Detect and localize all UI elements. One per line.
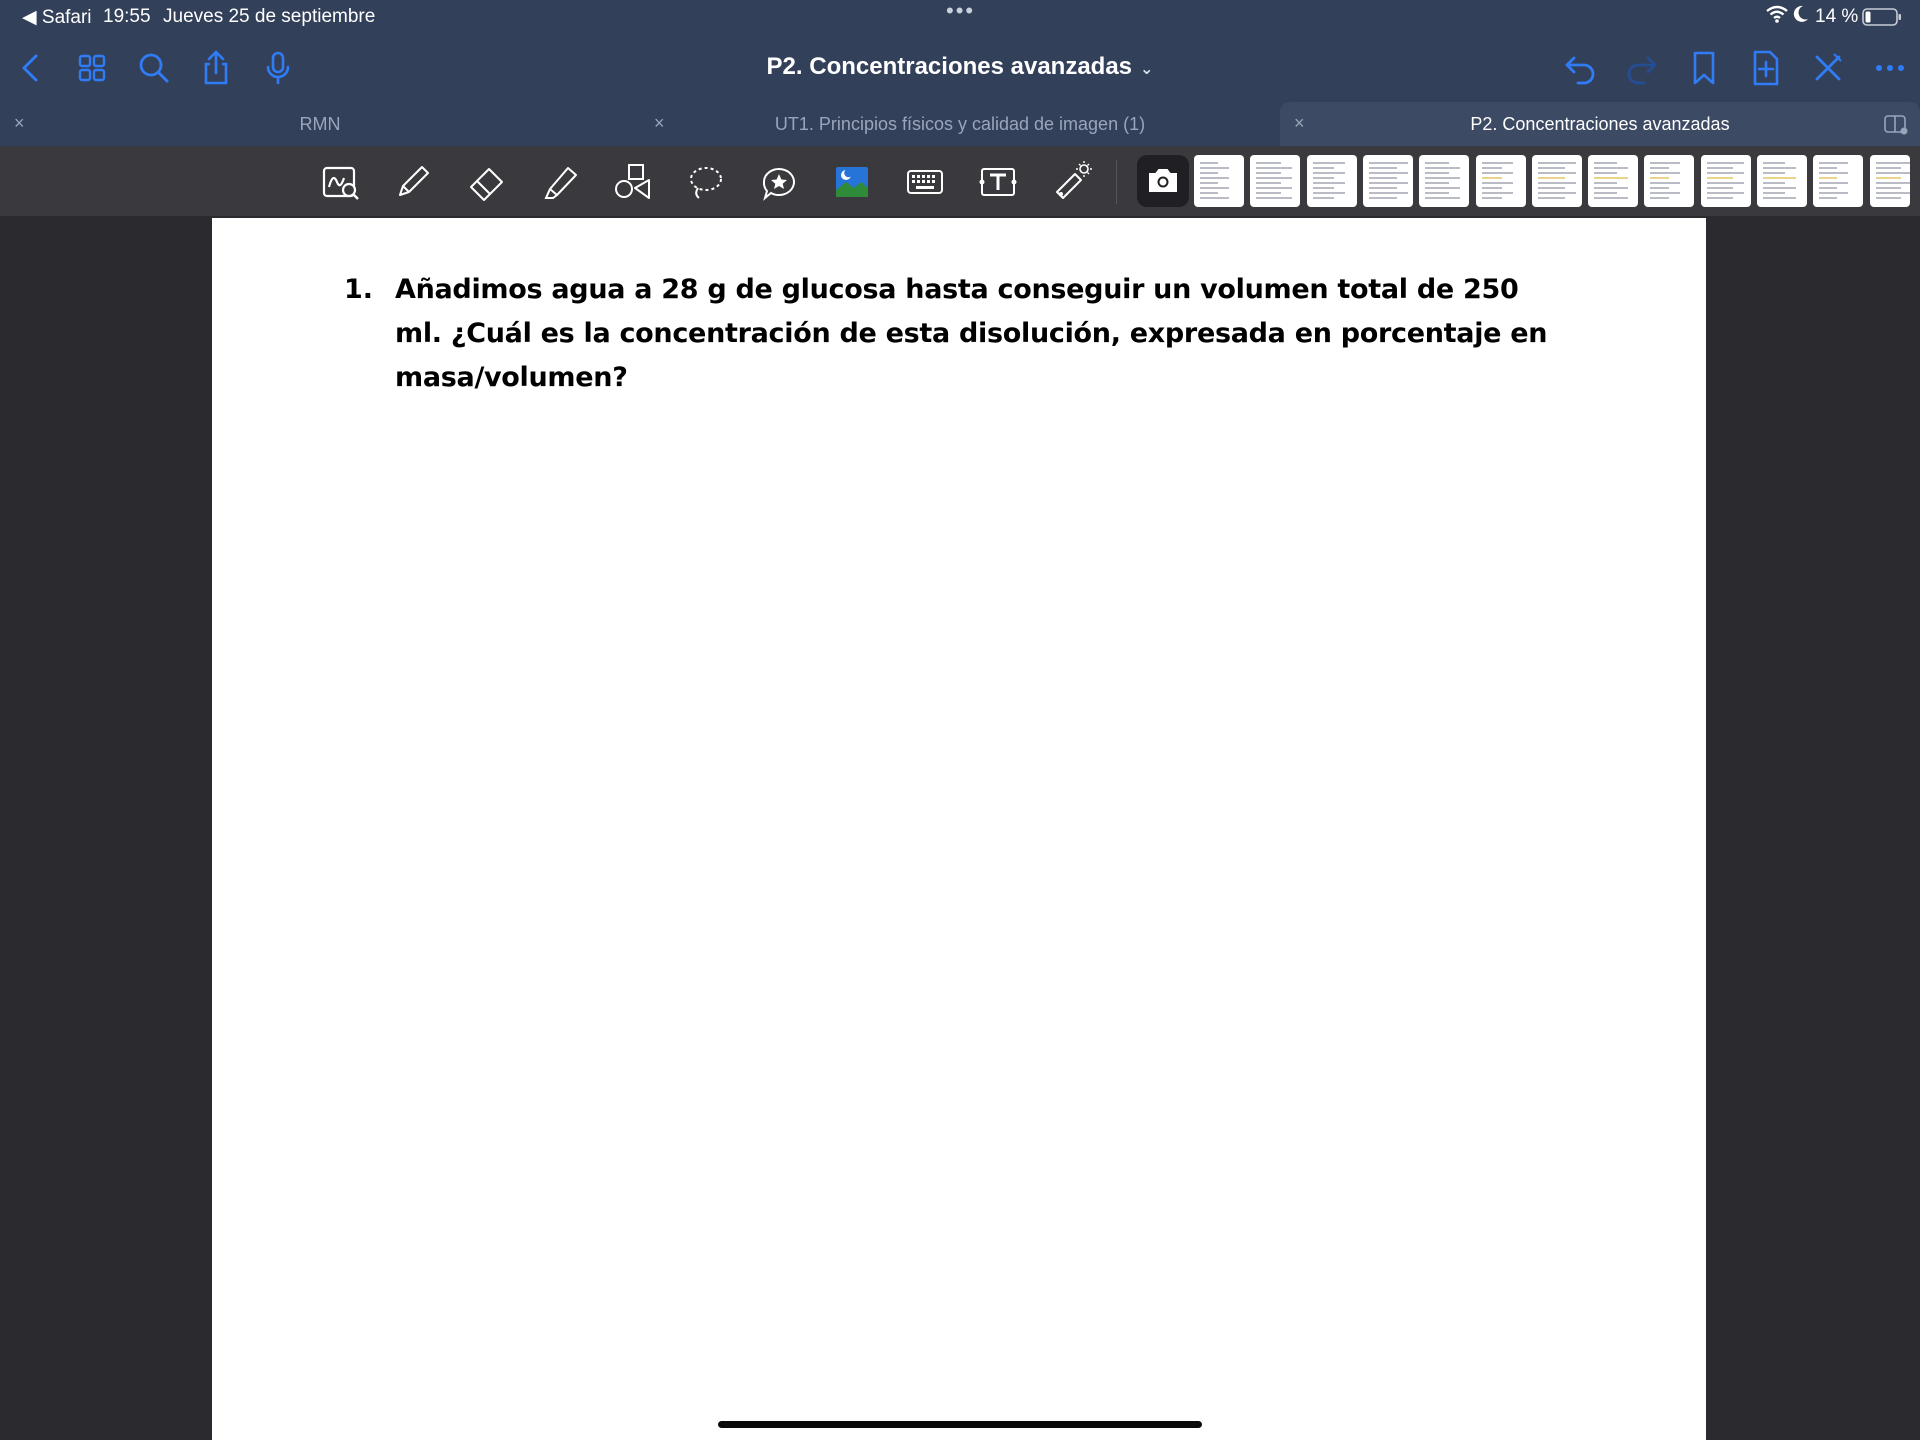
tab-ut1[interactable] (640, 102, 1280, 146)
tab-label: RMN (299, 114, 341, 134)
tab-p2-active[interactable] (1280, 102, 1920, 146)
status-bar (0, 0, 1920, 34)
image-icon[interactable] (830, 160, 874, 204)
page-thumbnail[interactable] (1419, 155, 1469, 207)
document-page[interactable] (212, 218, 1706, 1440)
page-thumbnail[interactable] (1250, 155, 1300, 207)
page-thumbnail[interactable] (1757, 155, 1807, 207)
page-thumbnail[interactable] (1532, 155, 1582, 207)
elements-icon[interactable] (757, 160, 801, 204)
keyboard-icon[interactable] (903, 160, 947, 204)
eraser-icon[interactable] (465, 160, 509, 204)
tab-close-icon[interactable]: × (14, 113, 25, 133)
tab-close-icon[interactable]: × (654, 113, 665, 133)
close-pen-icon[interactable] (1808, 48, 1848, 88)
add-page-icon[interactable] (1746, 48, 1786, 88)
page-thumbnail[interactable] (1307, 155, 1357, 207)
battery-icon (1862, 8, 1902, 32)
text-box-icon[interactable] (976, 160, 1020, 204)
split-view-icon[interactable] (1884, 114, 1908, 141)
zoom-window-icon[interactable] (319, 160, 363, 204)
question-number: 1. (344, 274, 374, 305)
camera-icon[interactable] (1137, 155, 1189, 207)
tab-rmn[interactable] (0, 102, 640, 146)
page-thumbnail[interactable] (1194, 155, 1244, 207)
back-to-app-link[interactable]: ◀ Safari (22, 7, 92, 28)
page-thumbnail[interactable] (1870, 155, 1910, 207)
pen-icon[interactable] (391, 160, 435, 204)
wifi-icon (1766, 5, 1788, 29)
undo-icon[interactable] (1560, 48, 1600, 88)
annotation-toolbar (0, 146, 1920, 216)
tab-label: P2. Concentraciones avanzadas (1470, 114, 1730, 134)
toolbar-divider (1116, 160, 1117, 204)
tab-label: UT1. Principios físicos y calidad de imagen (1) (774, 114, 1146, 134)
page-thumbnail[interactable] (1813, 155, 1863, 207)
moon-icon (1793, 5, 1809, 29)
redo-icon[interactable] (1622, 48, 1662, 88)
tab-close-icon[interactable]: × (1294, 113, 1305, 133)
chevron-down-icon[interactable]: ⌄ (1140, 61, 1154, 78)
page-thumbnail[interactable] (1588, 155, 1638, 207)
tab-bar (0, 102, 1920, 146)
home-indicator[interactable] (718, 1421, 1202, 1428)
page-thumbnail[interactable] (1363, 155, 1413, 207)
bookmark-icon[interactable] (1684, 48, 1724, 88)
clock: 19:55 (103, 6, 151, 27)
laser-pointer-icon[interactable] (1049, 160, 1093, 204)
page-thumbnail[interactable] (1701, 155, 1751, 207)
date: Jueves 25 de septiembre (163, 6, 376, 27)
navigation-bar (0, 34, 1920, 102)
question-text: Añadimos agua a 28 g de glucosa hasta conseguir un volumen total de 250 ml. ¿Cuál es la concentración de esta disolución, expresada en porcentaje en masa/volumen? (395, 274, 1548, 393)
page-thumbnail[interactable] (1476, 155, 1526, 207)
battery-percent: 14 % (1815, 6, 1859, 27)
more-icon[interactable] (1870, 48, 1910, 88)
shapes-icon[interactable] (611, 160, 655, 204)
page-thumbnail[interactable] (1644, 155, 1694, 207)
document-title-text: P2. Concentraciones avanzadas (766, 53, 1133, 80)
lasso-icon[interactable] (684, 160, 728, 204)
multitasking-dots[interactable]: ••• (946, 0, 976, 23)
highlighter-icon[interactable] (538, 160, 582, 204)
